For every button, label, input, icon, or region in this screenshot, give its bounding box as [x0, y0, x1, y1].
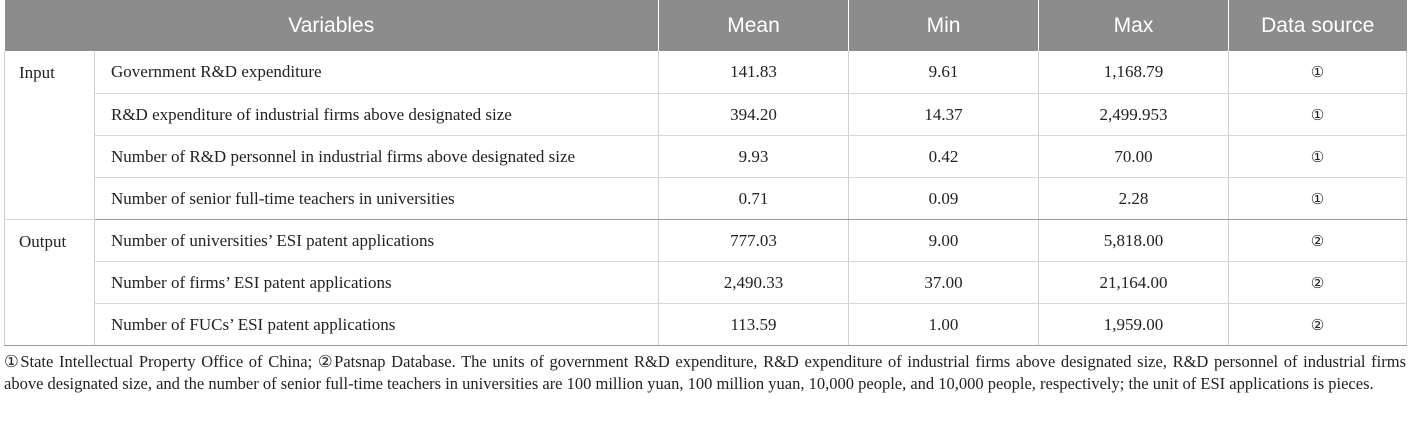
min-cell: 0.42: [849, 136, 1039, 178]
mean-cell: 141.83: [659, 51, 849, 94]
variable-cell: Number of universities’ ESI patent applications: [95, 220, 659, 262]
variable-cell: Number of R&D personnel in industrial firms above designated size: [95, 136, 659, 178]
table-row: [5, 136, 1407, 178]
variable-cell: Number of FUCs’ ESI patent applications: [95, 304, 659, 346]
source-cell: ②: [1229, 262, 1407, 304]
max-cell: 2.28: [1039, 178, 1229, 220]
variable-cell: Number of firms’ ESI patent applications: [95, 262, 659, 304]
table-row: [5, 94, 1407, 136]
max-cell: 21,164.00: [1039, 262, 1229, 304]
min-cell: 0.09: [849, 178, 1039, 220]
max-cell: 5,818.00: [1039, 220, 1229, 262]
variable-cell: Government R&D expenditure: [95, 51, 659, 94]
table-row: [5, 51, 1407, 94]
min-cell: 1.00: [849, 304, 1039, 346]
variable-cell: Number of senior full-time teachers in universities: [95, 178, 659, 220]
mean-cell: 0.71: [659, 178, 849, 220]
header-row: [5, 0, 1407, 51]
table-row: [5, 220, 1407, 262]
header-max: Max: [1039, 0, 1229, 51]
mean-cell: 394.20: [659, 94, 849, 136]
table-row: [5, 178, 1407, 220]
max-cell: 1,959.00: [1039, 304, 1229, 346]
mean-cell: 9.93: [659, 136, 849, 178]
group-label-input: Input: [5, 51, 95, 220]
mean-cell: 2,490.33: [659, 262, 849, 304]
source-cell: ①: [1229, 94, 1407, 136]
max-cell: 70.00: [1039, 136, 1229, 178]
group-label-output: Output: [5, 220, 95, 346]
header-variables: Variables: [5, 0, 659, 51]
header-data-source: Data source: [1229, 0, 1407, 51]
max-cell: 1,168.79: [1039, 51, 1229, 94]
mean-cell: 777.03: [659, 220, 849, 262]
max-cell: 2,499.953: [1039, 94, 1229, 136]
min-cell: 9.00: [849, 220, 1039, 262]
source-cell: ①: [1229, 51, 1407, 94]
source-cell: ②: [1229, 220, 1407, 262]
variable-cell: R&D expenditure of industrial firms above designated size: [95, 94, 659, 136]
header-min: Min: [849, 0, 1039, 51]
header-mean: Mean: [659, 0, 849, 51]
min-cell: 9.61: [849, 51, 1039, 94]
statistics-table: [4, 0, 1407, 346]
table-row: [5, 304, 1407, 346]
mean-cell: 113.59: [659, 304, 849, 346]
source-cell: ①: [1229, 136, 1407, 178]
source-cell: ②: [1229, 304, 1407, 346]
min-cell: 14.37: [849, 94, 1039, 136]
min-cell: 37.00: [849, 262, 1039, 304]
table-footnote: ①State Intellectual Property Office of China; ②Patsnap Database. The units of government R&D expenditure, R&D expenditure of industrial firms above designated size, R&D personnel of industrial firms above designated size, and the number of senior full-time teachers in universities are 100 million yuan, 100 million yuan, 10,000 people, and 10,000 people, respectively; the unit of ESI applications is pieces.: [4, 352, 1406, 393]
table-row: [5, 262, 1407, 304]
source-cell: ①: [1229, 178, 1407, 220]
